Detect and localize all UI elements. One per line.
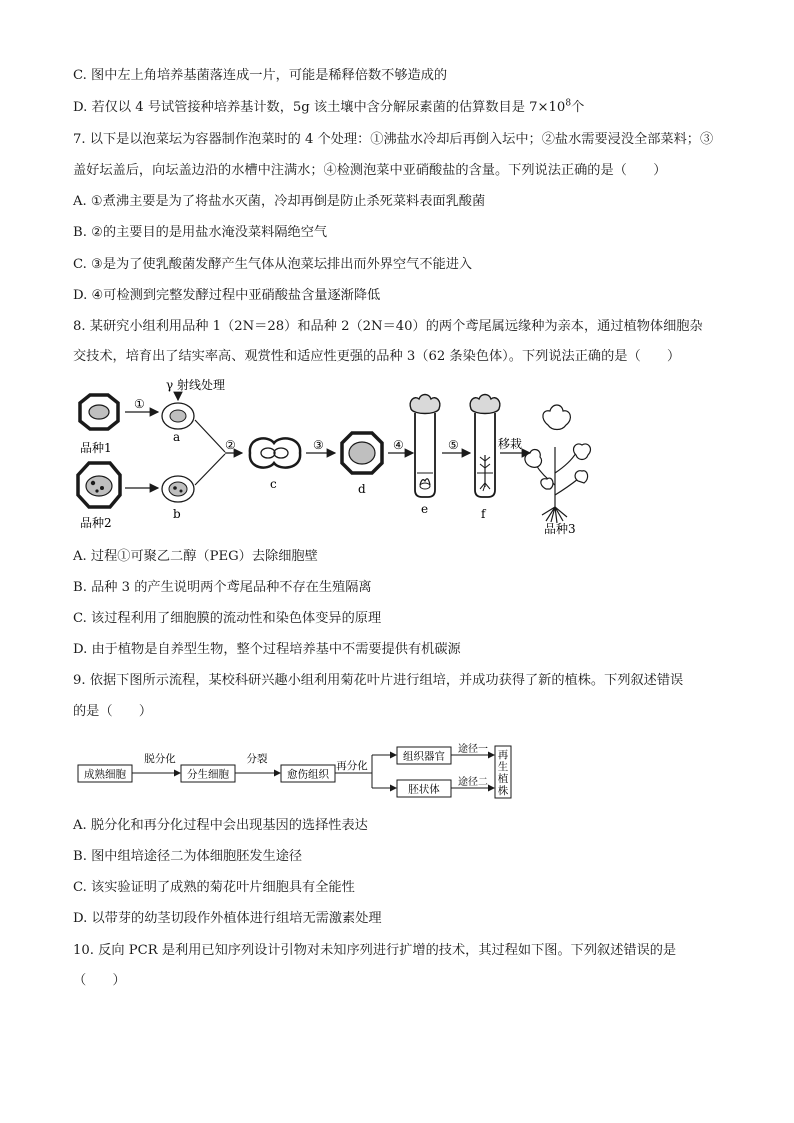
embryoid-text: 胚状体: [408, 783, 440, 796]
tissue-organ-text: 组织器官: [403, 750, 445, 763]
q6-option-d-unit: 个: [571, 100, 585, 115]
culture-tube-e: [410, 395, 440, 498]
q8-figure: [70, 375, 630, 537]
step5-label: ⑤: [448, 438, 459, 452]
q10-stem-line1: 10. 反向 PCR 是利用已知序列设计引物对未知序列进行扩增的技术，其过程如下图。下列叙述错误的是: [73, 943, 677, 958]
q7-option-d: D. ④可检测到完整发酵过程中亚硝酸盐含量逐渐降低: [73, 288, 381, 303]
q6-option-c: C. 图中左上角培养基菌落连成一片，可能是稀释倍数不够造成的: [73, 68, 448, 83]
callus-text: 愈伤组织: [287, 768, 329, 781]
q6-option-d: [73, 99, 584, 117]
step1-label: ①: [134, 397, 145, 411]
variety3-plant: [525, 405, 591, 523]
protoplast-b: [162, 476, 194, 502]
step2-label: ②: [225, 438, 236, 452]
step4-label: ④: [393, 438, 404, 452]
q7-stem-line2: 盖好坛盖后，向坛盖边沿的水槽中注满水；④检测泡菜中亚硝酸盐的含量。下列说法正确的是（ ）: [73, 163, 667, 178]
division-text: 分裂: [246, 753, 268, 765]
q9-option-d: D. 以带芽的幼茎切段作外植体进行组培无需激素处理: [73, 911, 382, 926]
label-b: b: [173, 507, 181, 521]
hybrid-cell-d: [342, 433, 382, 473]
label-e: e: [421, 502, 429, 516]
gamma-treatment-label: γ 射线处理: [166, 378, 225, 392]
regen-char3: 植: [497, 773, 509, 785]
label-d: d: [358, 482, 366, 496]
q7-stem-line1: 7. 以下是以泡菜坛为容器制作泡菜时的 4 个处理：①沸盐水冷却后再倒入坛中；②盐水需要浸没全部菜料；③: [73, 132, 714, 147]
q10-stem-line2: （ ）: [73, 973, 126, 988]
transplant-label: 移栽: [498, 437, 523, 451]
fusion-line-bottom: [195, 454, 225, 485]
label-c: c: [270, 477, 277, 491]
q6-option-d-text: D. 若仅以 4 号试管接种培养基计数，5g 该土壤中含分解尿素菌的估算数目是 7×10: [73, 100, 566, 115]
q9-flowchart: [76, 743, 516, 801]
q7-option-a: A. ①煮沸主要是为了将盐水灭菌，冷却再倒是防止杀死菜料表面乳酸菌: [73, 194, 486, 209]
q8-stem-line2: 交技术，培育出了结实率高、观赏性和适应性更强的品种 3（62 条染色体）。下列说法正确的是（ ）: [73, 349, 681, 364]
q6-option-d-exponent: 8: [565, 98, 572, 109]
label-f: f: [481, 507, 486, 521]
q9-option-c: C. 该实验证明了成熟的菊花叶片细胞具有全能性: [73, 880, 355, 895]
variety2-label: 品种2: [80, 516, 112, 530]
path1-text: 途径一: [458, 744, 488, 755]
variety2-cell: [78, 463, 120, 507]
label-a: a: [173, 430, 181, 444]
step3-label: ③: [313, 438, 324, 452]
q9-option-a: A. 脱分化和再分化过程中会出现基因的选择性表达: [73, 818, 368, 833]
dedifferentiation-text: 脱分化: [144, 753, 176, 765]
q8-option-d: D. 由于植物是自养型生物，整个过程培养基中不需要提供有机碳源: [73, 642, 461, 657]
q8-stem-line1: 8. 某研究小组利用品种 1（2N＝28）和品种 2（2N＝40）的两个鸢尾属远缘种为亲本，通过植物体细胞杂: [73, 319, 703, 334]
q8-option-b: B. 品种 3 的产生说明两个鸢尾品种不存在生殖隔离: [73, 580, 372, 595]
redifferentiation-text: 再分化: [336, 760, 368, 772]
fused-cell-c: [250, 438, 300, 467]
q9-stem-line2: 的是（ ）: [73, 704, 153, 719]
q8-option-a: A. 过程①可聚乙二醇（PEG）去除细胞壁: [73, 549, 318, 564]
variety3-label: 品种3: [544, 522, 576, 536]
q7-option-c: C. ③是为了使乳酸菌发酵产生气体从泡菜坛排出而外界空气不能进入: [73, 257, 473, 272]
mature-cell-text: 成熟细胞: [84, 768, 126, 781]
q9-option-b: B. 图中组培途径二为体细胞胚发生途径: [73, 849, 303, 864]
regen-char2: 生: [497, 761, 509, 773]
variety1-label: 品种1: [80, 441, 112, 455]
regen-char4: 株: [497, 785, 509, 797]
dividing-cell-text: 分生细胞: [187, 768, 229, 781]
protoplast-a: [162, 403, 194, 429]
q7-option-b: B. ②的主要目的是用盐水淹没菜料隔绝空气: [73, 225, 328, 240]
fusion-line-top: [195, 420, 225, 452]
culture-tube-f: [470, 395, 500, 498]
path2-text: 途径二: [458, 777, 488, 788]
q8-option-c: C. 该过程利用了细胞膜的流动性和染色体变异的原理: [73, 611, 382, 626]
regen-char1: 再: [497, 749, 509, 761]
q9-stem-line1: 9. 依据下图所示流程，某校科研兴趣小组利用菊花叶片进行组培，并成功获得了新的植株。下列叙述错误: [73, 673, 684, 688]
variety1-cell: [80, 395, 118, 429]
